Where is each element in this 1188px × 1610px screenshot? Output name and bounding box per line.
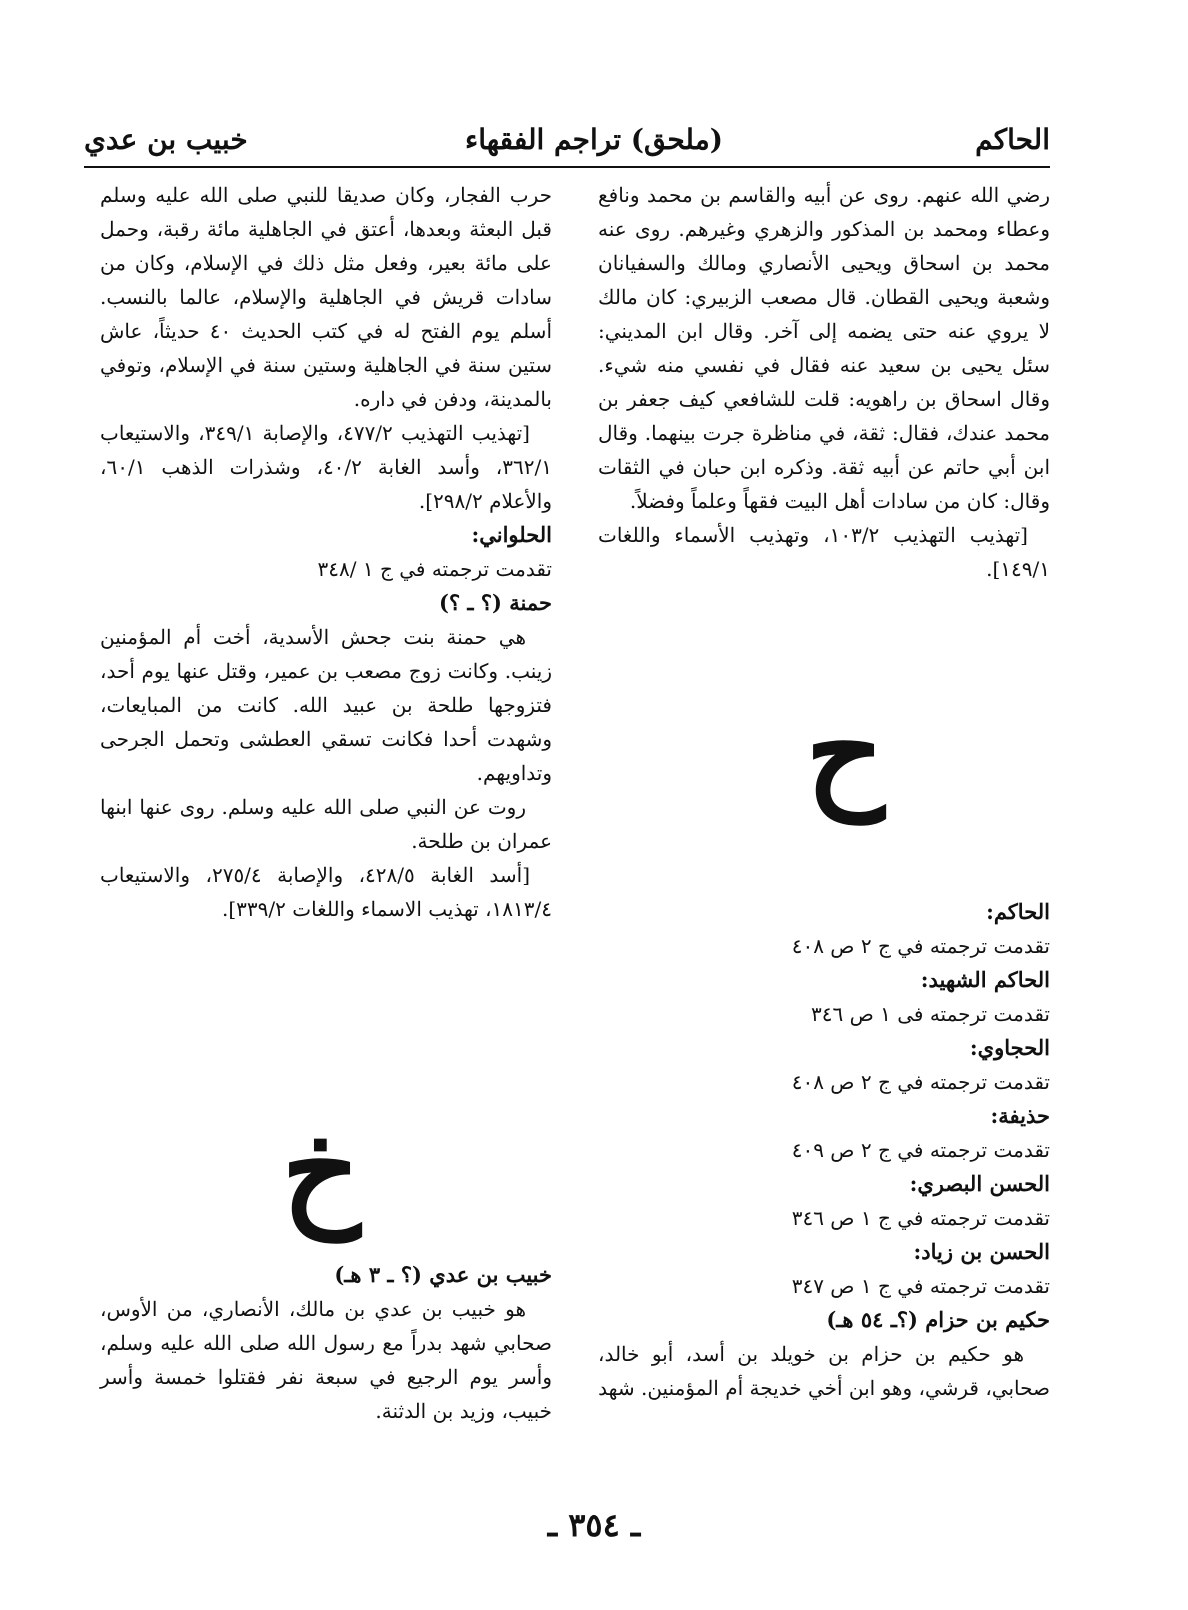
entry-reference: تقدمت ترجمته فى ١ ص ٣٤٦: [810, 1002, 1050, 1026]
hakim-heading: حكيم بن حزام (؟ـ ٥٤ هـ): [826, 1307, 1050, 1332]
entry-heading: الحجاوي:: [969, 1035, 1050, 1060]
halwani-heading: الحلواني:: [471, 522, 552, 547]
section-letter-ha: ح: [805, 679, 885, 823]
khubaib-entry: [100, 1258, 552, 1428]
entry-heading: الحاكم الشهيد:: [920, 967, 1050, 992]
khubaib-biography: هو خبيب بن عدي بن مالك، الأنصاري، من الأوس، صحابي شهد بدراً مع رسول الله صلى الله عليه وسلم، وأسر يوم الرجيع في سبعة نفر فقتلوا خمسة وأسر خبيب، وزيد بن الدثنة.: [100, 1297, 552, 1423]
entry-reference: تقدمت ترجمته في ج ١ ص ٣٤٧: [791, 1274, 1050, 1298]
hamna-sources: [أسد الغابة ٤٢٨/٥، والإصابة ٢٧٥/٤، والاستيعاب ١٨١٣/٤، تهذيب الاسماء واللغات ٣٣٩/٢].: [100, 863, 552, 921]
right-entries: [598, 895, 1050, 1405]
hakim-biography-continued: حرب الفجار، وكان صديقا للنبي صلى الله عليه وسلم قبل البعثة وبعدها، أعتق في الجاهلية مائة رقبة، وحمل على مائة بعير، وفعل مثل ذلك في الإسلام، وكان من سادات قريش في الجاهلية والإسلام، عالما بالنسب. أسلم يوم الفتح له في كتب الحديث ٤٠ حديثاً، عاش ستين سنة في الجاهلية وستين سنة في الإسلام، وتوفي بالمدينة، ودفن في داره.: [100, 183, 552, 411]
entry-heading: الحسن البصري:: [909, 1171, 1050, 1196]
left-column: [100, 178, 552, 926]
jafar-biography-continued: رضي الله عنهم. روى عن أبيه والقاسم بن محمد ونافع وعطاء ومحمد بن المذكور والزهري وغيرهم. روى عنه محمد بن اسحاق ويحيى الأنصاري ومالك والسفيانان وشعبة ويحيى القطان. قال مصعب الزبيري: كان مالك لا يروي عنه حتى يضمه إلى آخر. وقال ابن المديني: سئل يحيى بن سعيد عنه فقال في نفسي منه شيء. وقال اسحاق بن راهويه: قلت للشافعي كيف جعفر بن محمد عندك، فقال: ثقة، في مناظرة جرت بينهما. وقال ابن أبي حاتم عن أبيه ثقة. وذكره ابن حبان في الثقات وقال: كان من سادات أهل البيت فقهاً وعلماً وفضلاً.: [598, 183, 1050, 513]
hakim-biography: هو حكيم بن حزام بن خويلد بن أسد، أبو خالد، صحابي، قرشي، وهو ابن أخي خديجة أم المؤمنين. شهد: [598, 1342, 1050, 1400]
hamna-heading: حمنة (؟ ـ ؟): [439, 590, 552, 615]
entry-reference: تقدمت ترجمته في ج ١ ص ٣٤٦: [791, 1206, 1050, 1230]
jafar-sources: [تهذيب التهذيب ١٠٣/٢، وتهذيب الأسماء واللغات ١٤٩/١].: [598, 523, 1050, 581]
halwani-reference: تقدمت ترجمته في ج ١ /٣٤٨: [317, 557, 552, 581]
section-letter-kha: خ: [281, 1097, 361, 1241]
page-number: ـ ٣٥٤ ـ: [547, 1506, 641, 1544]
khubaib-heading: خبيب بن عدي (؟ ـ ٣ هـ): [334, 1262, 552, 1287]
running-header-center: (ملحق) تراجم الفقهاء: [465, 123, 723, 156]
right-column: [598, 178, 1050, 586]
entry-heading: الحسن بن زياد:: [913, 1239, 1050, 1264]
entry-reference: تقدمت ترجمته في ج ٢ ص ٤٠٩: [791, 1138, 1050, 1162]
hamna-biography: هي حمنة بنت جحش الأسدية، أخت أم المؤمنين زينب. وكانت زوج مصعب بن عمير، وقتل عنها يوم أحد، فتزوجها طلحة بن عبيد الله. كانت من المبايعات، وشهدت أحدا فكانت تسقي العطشى وتحمل الجرحى وتداويهم.: [100, 625, 552, 785]
hakim-sources: [تهذيب التهذيب ٤٧٧/٢، والإصابة ٣٤٩/١، والاستيعاب ٣٦٢/١، وأسد الغابة ٤٠/٢، وشذرات الذهب ٦٠/١، والأعلام ٢٩٨/٢].: [100, 421, 552, 513]
hamna-narration: روت عن النبي صلى الله عليه وسلم. روى عنها ابنها عمران بن طلحة.: [100, 795, 552, 853]
entry-reference: تقدمت ترجمته في ج ٢ ص ٤٠٨: [791, 934, 1050, 958]
entry-reference: تقدمت ترجمته في ج ٢ ص ٤٠٨: [791, 1070, 1050, 1094]
entry-heading: حذيفة:: [990, 1103, 1050, 1128]
header-rule: [84, 166, 1050, 168]
running-header-left: خبيب بن عدي: [84, 123, 248, 156]
running-header-right: الحاكم: [975, 123, 1050, 156]
entry-heading: الحاكم:: [986, 899, 1050, 924]
